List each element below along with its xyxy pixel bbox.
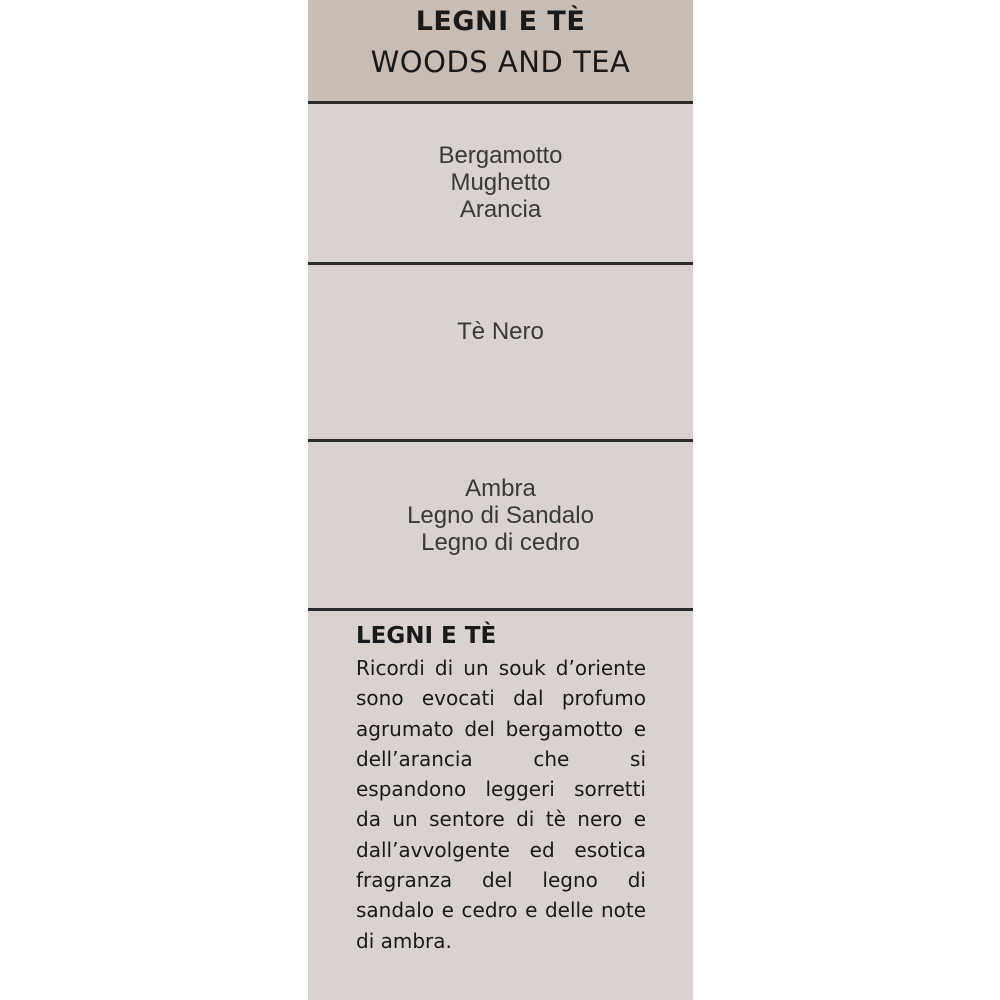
description-title: LEGNI E TÈ xyxy=(356,623,497,649)
note-item: Ambra xyxy=(465,475,536,502)
card-header xyxy=(308,0,693,102)
top-notes xyxy=(308,142,693,223)
note-item: Tè Nero xyxy=(457,318,544,345)
divider-header xyxy=(308,101,693,104)
divider-heart-notes xyxy=(308,439,693,442)
divider-top-notes xyxy=(308,262,693,265)
base-notes xyxy=(308,475,693,556)
description-text: Ricordi di un souk d’oriente sono evocati dal profumo agrumato del bergamotto e dell’arancia che si espandono leggeri sorretti da un sentore di tè nero e dall’avvolgente ed esotica fragranza del legno di sandalo e cedro e delle note di ambra. xyxy=(356,656,646,953)
note-item: Legno di Sandalo xyxy=(407,502,594,529)
note-item: Bergamotto xyxy=(438,142,563,169)
title-english: WOODS AND TEA xyxy=(370,45,631,79)
note-item: Mughetto xyxy=(450,169,551,196)
heart-notes xyxy=(308,318,693,345)
fragrance-card xyxy=(308,0,693,1000)
title-italian: LEGNI E TÈ xyxy=(415,6,586,37)
divider-base-notes xyxy=(308,608,693,611)
note-item: Arancia xyxy=(459,196,542,223)
note-item: Legno di cedro xyxy=(421,529,580,556)
